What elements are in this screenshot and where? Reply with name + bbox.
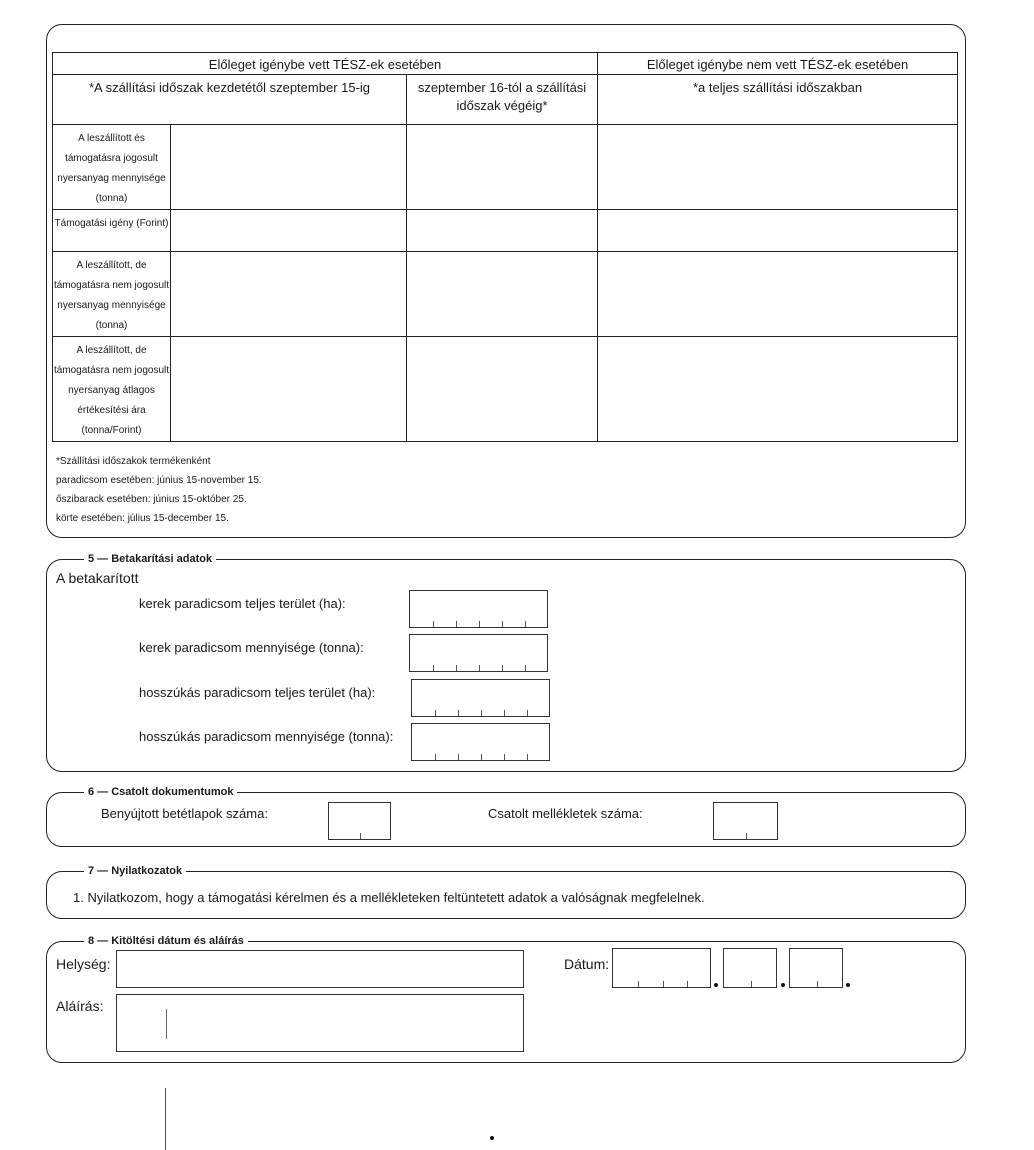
date-separator-2 <box>781 983 785 987</box>
cell-ineligible-quantity-p2[interactable] <box>407 252 598 337</box>
declaration-text: 1. Nyilatkozom, hogy a támogatási kérelmen és a mellékleteken feltüntetett adatok a valóságnak megfelelnek. <box>73 890 705 905</box>
date-separator-3 <box>846 983 850 987</box>
cell-ineligible-quantity-p1[interactable] <box>171 252 407 337</box>
cell-ineligible-quantity-total[interactable] <box>598 252 958 337</box>
digits-attachments-count[interactable] <box>713 802 778 840</box>
header-no-advance: Előleget igénybe nem vett TÉSZ-ek esetében <box>598 53 958 75</box>
cell-eligible-quantity-p2[interactable] <box>407 125 598 210</box>
cell-eligible-quantity-total[interactable] <box>598 125 958 210</box>
row-label-ineligible-quantity: A leszállított, de támogatásra nem jogosult nyersanyag mennyisége (tonna) <box>53 252 171 337</box>
header-period-3: *a teljes szállítási időszakban <box>598 75 958 125</box>
field-label-long-area: hosszúkás paradicsom teljes terület (ha): <box>139 685 376 700</box>
cell-support-claim-total[interactable] <box>598 210 958 252</box>
field-label-attachments-count: Csatolt mellékletek száma: <box>488 806 643 821</box>
footnote-pear: körte esetében: július 15-december 15. <box>56 513 229 524</box>
field-label-long-quantity: hosszúkás paradicsom mennyisége (tonna): <box>139 729 394 744</box>
date-month-input[interactable] <box>723 948 777 988</box>
cell-ineligible-price-p2[interactable] <box>407 337 598 442</box>
section6-title: 6 — Csatolt dokumentumok <box>84 786 237 798</box>
digits-long-area[interactable] <box>411 679 550 717</box>
header-period-1: *A szállítási időszak kezdetétől szeptember 15-ig <box>53 75 407 125</box>
date-label: Dátum: <box>564 956 610 972</box>
header-period-2: szeptember 16-tól a szállítási időszak végéig* <box>407 75 598 125</box>
cell-ineligible-price-p1[interactable] <box>171 337 407 442</box>
section7-title: 7 — Nyilatkozatok <box>84 865 186 877</box>
footnotes <box>56 452 456 528</box>
footnote-tomato: paradicsom esetében: június 15-november 15. <box>56 475 262 486</box>
section5-title: 5 — Betakarítási adatok <box>84 553 216 565</box>
header-advance: Előleget igénybe vett TÉSZ-ek esetében <box>53 53 598 75</box>
date-separator-1 <box>714 983 718 987</box>
row-label-ineligible-price: A leszállított, de támogatásra nem jogosult nyersanyag átlagos értékesítési ára (tonna/Forint) <box>53 337 171 442</box>
place-input[interactable] <box>116 950 524 988</box>
signature-input[interactable] <box>116 994 524 1052</box>
cell-support-claim-p2[interactable] <box>407 210 598 252</box>
digits-round-area[interactable] <box>409 590 548 628</box>
cell-support-claim-p1[interactable] <box>171 210 407 252</box>
field-label-round-quantity: kerek paradicsom mennyisége (tonna): <box>139 640 364 655</box>
field-label-round-area: kerek paradicsom teljes terület (ha): <box>139 596 346 611</box>
signature-label: Aláírás: <box>56 998 104 1014</box>
cell-ineligible-price-total[interactable] <box>598 337 958 442</box>
section8-title: 8 — Kitöltési dátum és aláírás <box>84 935 248 947</box>
margin-line <box>165 1088 166 1150</box>
digits-round-quantity[interactable] <box>409 634 548 672</box>
footnote-peach: őszibarack esetében: június 15-október 25. <box>56 494 247 505</box>
field-label-inserts-count: Benyújtott betétlapok száma: <box>101 806 268 821</box>
delivery-table <box>52 52 958 442</box>
row-label-support-claim: Támogatási igény (Forint) <box>53 210 171 252</box>
date-year-input[interactable] <box>612 948 711 988</box>
digits-inserts-count[interactable] <box>328 802 391 840</box>
digits-long-quantity[interactable] <box>411 723 550 761</box>
footnote-title: *Szállítási időszakok termékenként <box>56 456 211 467</box>
date-day-input[interactable] <box>789 948 843 988</box>
place-label: Helység: <box>56 956 111 972</box>
row-label-eligible-quantity: A leszállított és támogatásra jogosult nyersanyag mennyisége (tonna) <box>53 125 171 210</box>
cell-eligible-quantity-p1[interactable] <box>171 125 407 210</box>
section5-intro: A betakarított <box>56 570 139 586</box>
stray-dot <box>490 1136 494 1140</box>
